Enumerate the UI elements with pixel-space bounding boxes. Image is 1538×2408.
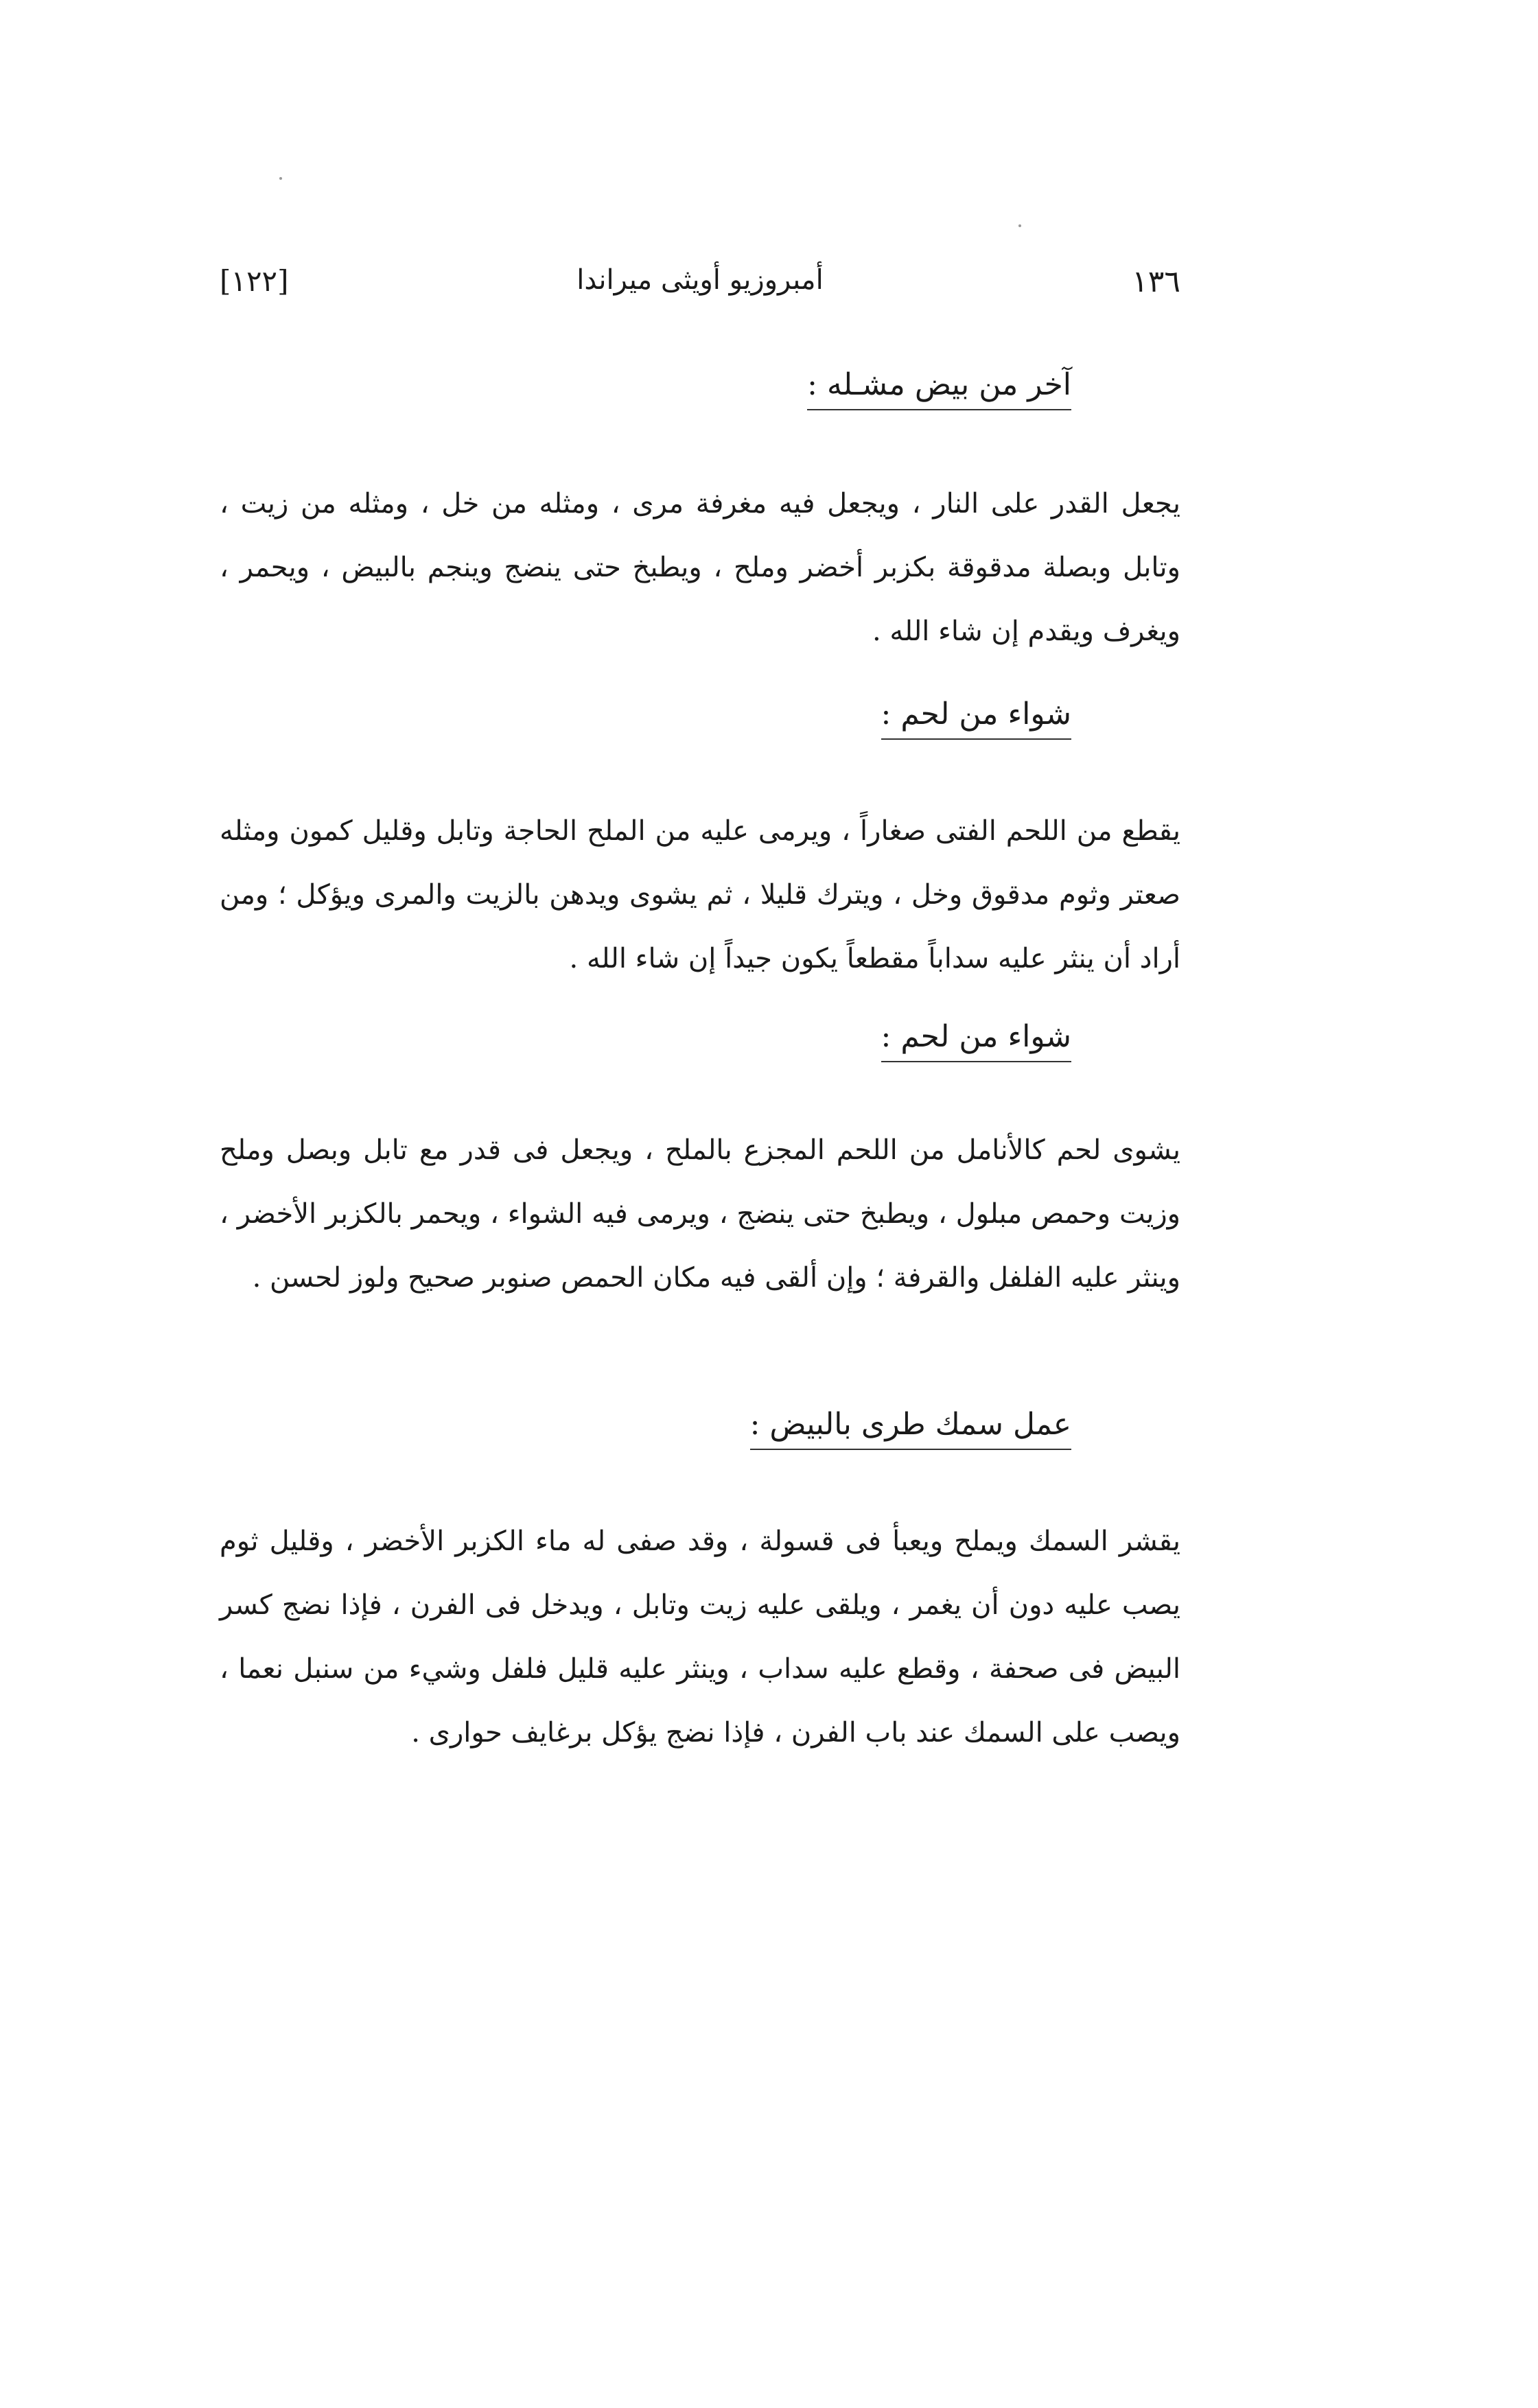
section-paragraph: يقشر السمك ويملح ويعبأ فى قسولة ، وقد صفى له ماء الكزبر الأخضر ، وقليل ثوم يصب عليه دون أن يغمر ، ويلقى عليه زيت وتابل ، ويدخل فى الفرن ، فإذا نضج كسر البيض فى صحفة ، وقطع عليه سداب ، وينثر عليه قليل فلفل وشيء من سنبل نعما ، ويصب على السمك عند باب الفرن ، فإذا نضج يؤكل برغايف حوارى .: [220, 1526, 1180, 1749]
heading-underline: [807, 409, 1071, 410]
section-heading: [807, 367, 1071, 410]
section-heading-text: آخر من بيض مشـله :: [807, 367, 1071, 402]
original-page-number: [١٢٢]: [220, 264, 289, 298]
paper-speck: [1018, 224, 1021, 227]
paper-speck: [279, 177, 282, 180]
section-paragraph: يشوى لحم كالأنامل من اللحم المجزع بالملح ، ويجعل فى قدر مع تابل وبصل وملح وزيت وحمص مبلول ، ويطبخ حتى ينضج ، ويرمى فيه الشواء ، ويحمر بالكزبر الأخضر ، وينثر عليه الفلفل والقرفة ؛ وإن ألقى فيه مكان الحمص صنوبر صحيح ولوز لحسن .: [220, 1134, 1180, 1294]
section-heading: [881, 1019, 1071, 1062]
section-heading: [881, 697, 1071, 740]
running-title: أمبروزيو أويثى ميراندا: [576, 264, 824, 296]
section-heading-text: شواء من لحم :: [881, 697, 1071, 732]
section-heading: [750, 1407, 1071, 1450]
heading-underline: [881, 1061, 1071, 1062]
page-number: ١٣٦: [1132, 264, 1180, 299]
page-header: [220, 264, 1180, 312]
section-paragraph: يجعل القدر على النار ، ويجعل فيه مغرفة مرى ، ومثله من خل ، ومثله من زيت ، وتابل وبصلة مدقوقة بكزبر أخضر وملح ، ويطبخ حتى ينضج وينجم بالبيض ، ويحمر ، ويغرف ويقدم إن شاء الله .: [220, 488, 1180, 647]
section-heading-text: شواء من لحم :: [881, 1019, 1071, 1054]
section-paragraph: يقطع من اللحم الفتى صغاراً ، ويرمى عليه من الملح الحاجة وتابل وقليل كمون ومثله صعتر وثوم مدقوق وخل ، ويترك قليلا ، ثم يشوى ويدهن بالزيت والمرى ويؤكل ؛ ومن أراد أن ينثر عليه سداباً مقطعاً يكون جيداً إن شاء الله .: [220, 815, 1180, 974]
section-heading-text: عمل سمك طرى بالبيض :: [749, 1407, 1071, 1442]
heading-underline: [750, 1449, 1071, 1450]
heading-underline: [881, 738, 1071, 740]
